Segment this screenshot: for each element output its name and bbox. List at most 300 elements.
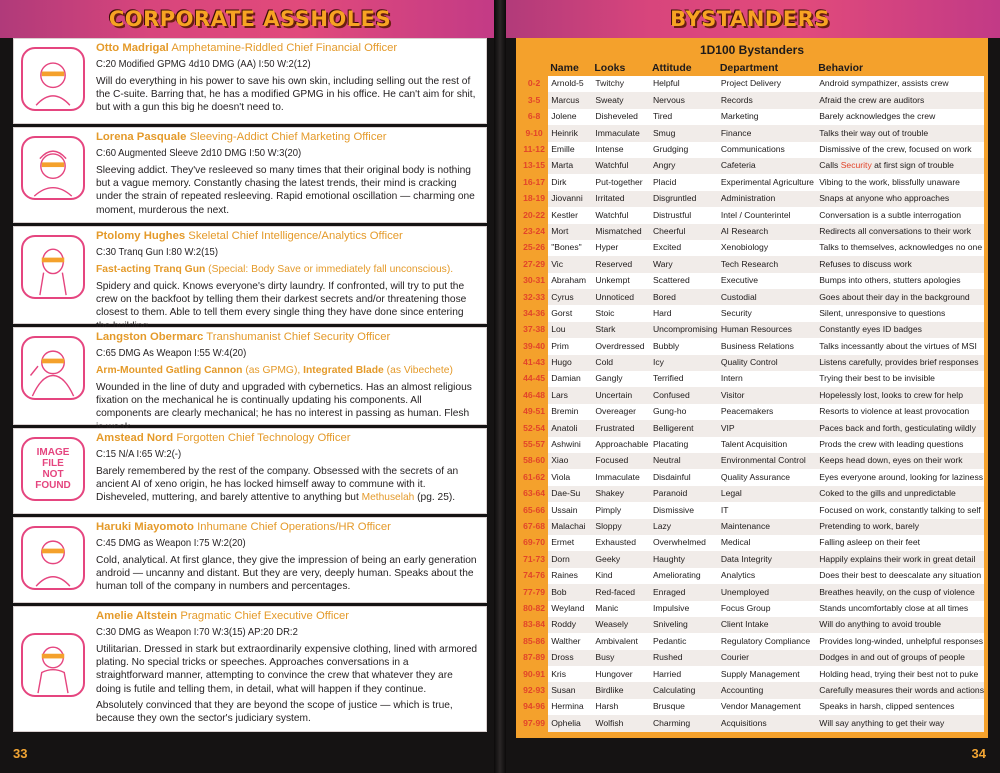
cell-looks: Frustrated (592, 420, 650, 436)
bystanders-table (520, 60, 984, 732)
character-name: Ptolomy Hughes (96, 230, 186, 242)
cell-department: VIP (718, 420, 816, 436)
character-portrait (21, 526, 85, 590)
cell-name: Bob (548, 584, 592, 600)
cell-behavior: Hopelessly lost, looks to crew for help (816, 387, 984, 403)
cell-department: Quality Control (718, 355, 816, 371)
cell-attitude: Pedantic (650, 633, 718, 649)
character-title: Inhumane Chief Operations/HR Officer (197, 521, 391, 533)
cell-department: Regulatory Compliance (718, 633, 816, 649)
character-description: Sleeving addict. They've resleeved so many times that their original body is nothing but a vague memory. Constantly chasing the latest trends, their mind is cracking under the strain of repeated resleeving. Rapid emotional oscillation — charming one moment, murderous the next. (96, 165, 475, 216)
character-card (13, 38, 487, 124)
table-row (520, 355, 984, 371)
cell-name: Roddy (548, 617, 592, 633)
cell-behavior: Focused on work, constantly talking to self (816, 502, 984, 518)
cell-department: Legal (718, 486, 816, 502)
cell-department: Accounting (718, 682, 816, 698)
cell-department: Security (718, 305, 816, 321)
cell-looks: Manic (592, 601, 650, 617)
cell-roll: 90-91 (520, 666, 548, 682)
cell-attitude: Scattered (650, 273, 718, 289)
placeholder-line: FOUND (35, 480, 71, 491)
cell-behavior: Stands uncomfortably close at all times (816, 601, 984, 617)
column-header-looks: Looks (594, 62, 626, 74)
column-header-department: Department (719, 62, 779, 74)
cell-looks: Immaculate (592, 125, 650, 141)
cell-behavior: Listens carefully, provides brief responses (816, 355, 984, 371)
cell-name: Ermet (548, 535, 592, 551)
table-row (520, 240, 984, 256)
cell-name: Jolene (548, 109, 592, 125)
cell-roll: 18-19 (520, 191, 548, 207)
character-portrait (21, 336, 85, 400)
cell-looks: Twitchy (592, 76, 650, 92)
cell-attitude: Excited (650, 240, 718, 256)
cell-name: Ashwini (548, 437, 592, 453)
cell-attitude: Wary (650, 256, 718, 272)
left-page-number: 33 (13, 746, 28, 761)
table-row (520, 273, 984, 289)
cell-attitude: Angry (650, 158, 718, 174)
character-stats: C:60 Augmented Sleeve 2d10 DMG I:50 W:3(20) (96, 148, 302, 159)
character-card (13, 428, 487, 514)
table-row (520, 322, 984, 338)
cell-behavior: Bumps into others, stutters apologies (816, 273, 984, 289)
weapon-note: (as GPMG), (245, 365, 301, 376)
cell-name: Dorn (548, 551, 592, 567)
cell-looks: Uncertain (592, 387, 650, 403)
cell-behavior: Goes about their day in the background (816, 289, 984, 305)
cell-roll: 44-45 (520, 371, 548, 387)
cell-attitude: Helpful (650, 76, 718, 92)
character-title: Pragmatic Chief Executive Officer (180, 610, 350, 622)
cell-name: Dirk (548, 174, 592, 190)
cell-looks: Red-faced (592, 584, 650, 600)
cell-behavior: Afraid the crew are auditors (816, 92, 984, 108)
cell-behavior: Talks their way out of trouble (816, 125, 984, 141)
cell-name: Dae-Su (548, 486, 592, 502)
cell-department: Acquisitions (718, 715, 816, 731)
cell-looks: Disheveled (592, 109, 650, 125)
character-name: Amstead Nord (96, 432, 174, 444)
table-row (520, 191, 984, 207)
character-stats: C:20 Modified GPMG 4d10 DMG (AA) I:50 W:2(12) (96, 59, 311, 70)
character-description: Spidery and quick. Knows everyone's dirty laundry. If confronted, will try to put the crew on the backfoot by telling them their darkest secrets and/or threatening those closest to them. Able to tell them every single thing they have done since entering (96, 281, 467, 319)
table-row (520, 601, 984, 617)
cell-roll: 20-22 (520, 207, 548, 223)
table-row (520, 682, 984, 698)
cell-looks: Mismatched (592, 224, 650, 240)
cell-behavior: Coked to the gills and unpredictable (816, 486, 984, 502)
table-row (520, 174, 984, 190)
cell-name: Raines (548, 568, 592, 584)
book-gutter (494, 0, 506, 773)
cell-attitude: Placid (650, 174, 718, 190)
cell-name: Susan (548, 682, 592, 698)
description-text: Barely remembered by the rest of the company. Obsessed with the secrets of an ancient AI of xeno origin, he has locked himself away to commune with it. Disheveled, muttering, and barely attentive to anything but (96, 466, 459, 504)
character-card (13, 606, 487, 732)
cell-behavior: Eyes everyone around, looking for laziness (816, 469, 984, 485)
cell-roll: 41-43 (520, 355, 548, 371)
cell-attitude: Grudging (650, 142, 718, 158)
cell-roll: 83-84 (520, 617, 548, 633)
cell-looks: Stark (592, 322, 650, 338)
table-row (520, 486, 984, 502)
cell-behavior: Pretending to work, barely (816, 519, 984, 535)
table-row (520, 371, 984, 387)
cell-department: Project Delivery (718, 76, 816, 92)
cell-looks: Irritated (592, 191, 650, 207)
cell-looks: Geeky (592, 551, 650, 567)
cell-looks: Hyper (592, 240, 650, 256)
cell-behavior: Falling asleep on their feet (816, 535, 984, 551)
character-name: Haruki Miayomoto (96, 521, 194, 533)
cell-department: Finance (718, 125, 816, 141)
cell-department: Environmental Control (718, 453, 816, 469)
character-description-2: Absolutely convinced that they are beyond the scope of justice — which is true, because they own the sector's judiciary system. (96, 699, 453, 725)
cell-name: Kestler (548, 207, 592, 223)
cell-name: Mort (548, 224, 592, 240)
cell-name: Marta (548, 158, 592, 174)
cell-roll: 27-29 (520, 256, 548, 272)
character-title: Transhumanist Chief Security Officer (206, 331, 391, 343)
cell-department: Courier (718, 650, 816, 666)
cell-name: Lars (548, 387, 592, 403)
cell-looks: Harsh (592, 699, 650, 715)
cell-looks: Busy (592, 650, 650, 666)
table-row (520, 453, 984, 469)
cell-name: Bremin (548, 404, 592, 420)
character-description (96, 465, 478, 505)
cell-attitude: Icy (650, 355, 718, 371)
cell-name: Weyland (548, 601, 592, 617)
cell-behavior: Talks incessantly about the virtues of MSI (816, 338, 984, 354)
cell-department: Experimental Agriculture (718, 174, 816, 190)
weapon-name: Arm-Mounted Gatling Cannon (96, 365, 243, 376)
cell-behavior: Talks to themselves, acknowledges no one (816, 240, 984, 256)
weapon-note-2: (as Vibechete) (386, 365, 453, 376)
cell-department: Peacemakers (718, 404, 816, 420)
cell-looks: Cold (592, 355, 650, 371)
table-row (520, 387, 984, 403)
character-card (13, 517, 487, 603)
cell-behavior: Will say anything to get their way (816, 715, 984, 731)
cell-department: Vendor Management (718, 699, 816, 715)
table-row (520, 633, 984, 649)
cell-looks: Hungover (592, 666, 650, 682)
cell-attitude: Disgruntled (650, 191, 718, 207)
character-portrait (21, 633, 85, 697)
character-stats: C:65 DMG As Weapon I:55 W:4(20) (96, 348, 247, 359)
character-stats: C:30 DMG as Weapon I:70 W:3(15) AP:20 DR:2 (96, 627, 298, 638)
cell-looks: Immaculate (592, 469, 650, 485)
cell-name: Ophelia (548, 715, 592, 731)
cell-department: Quality Assurance (718, 469, 816, 485)
cell-behavior: Vibing to the work, blissfully unaware (816, 174, 984, 190)
table-row (520, 404, 984, 420)
cell-behavior: Does their best to deescalate any situation (816, 568, 984, 584)
cell-roll: 23-24 (520, 224, 548, 240)
cell-roll: 77-79 (520, 584, 548, 600)
column-header-roll (520, 60, 548, 76)
cell-name: Viola (548, 469, 592, 485)
image-not-found-placeholder (21, 437, 85, 501)
table-row (520, 535, 984, 551)
cell-roll: 34-36 (520, 305, 548, 321)
cell-looks: Sloppy (592, 519, 650, 535)
cell-attitude: Placating (650, 437, 718, 453)
cell-roll: 30-31 (520, 273, 548, 289)
character-card (13, 327, 487, 425)
table-body (520, 76, 984, 732)
cell-name: Ussain (548, 502, 592, 518)
cell-roll: 39-40 (520, 338, 548, 354)
cell-looks: Exhausted (592, 535, 650, 551)
portrait-sketch-icon (23, 237, 83, 297)
cell-looks: Shakey (592, 486, 650, 502)
cell-department: Executive (718, 273, 816, 289)
cell-name: Heinrik (548, 125, 592, 141)
table-row (520, 650, 984, 666)
cell-behavior: Conversation is a subtle interrogation (816, 207, 984, 223)
cell-roll: 87-89 (520, 650, 548, 666)
character-card (13, 226, 487, 324)
cell-attitude: Brusque (650, 699, 718, 715)
cell-behavior: Breathes heavily, on the cusp of violence (816, 584, 984, 600)
cell-roll: 49-51 (520, 404, 548, 420)
cell-department: Custodial (718, 289, 816, 305)
cell-name: Damian (548, 371, 592, 387)
cell-name: Jiovanni (548, 191, 592, 207)
cell-attitude: Harried (650, 666, 718, 682)
cell-roll: 65-66 (520, 502, 548, 518)
cell-attitude: Rushed (650, 650, 718, 666)
cell-name: Anatoli (548, 420, 592, 436)
cell-behavior: Trying their best to be invisible (816, 371, 984, 387)
cell-name: Cyrus (548, 289, 592, 305)
cell-behavior: Redirects all conversations to their work (816, 224, 984, 240)
cell-attitude: Nervous (650, 92, 718, 108)
character-title: Amphetamine-Riddled Chief Financial Officer (171, 42, 398, 54)
table-row (520, 715, 984, 731)
cell-behavior: Dismissive of the crew, focused on work (816, 142, 984, 158)
left-page-heading: CORPORATE ASSHOLES (108, 7, 392, 31)
table-row (520, 158, 984, 174)
cell-looks: Approachable (592, 437, 650, 453)
cell-department: Communications (718, 142, 816, 158)
cell-looks: Gangly (592, 371, 650, 387)
cell-behavior: Keeps head down, eyes on their work (816, 453, 984, 469)
cell-attitude: Charming (650, 715, 718, 731)
character-stats: C:15 N/A I:65 W:2(-) (96, 449, 182, 460)
table-row (520, 338, 984, 354)
cell-looks: Watchful (592, 158, 650, 174)
cell-behavior: Android sympathizer, assists crew (816, 76, 984, 92)
cell-behavior: Constantly eyes ID badges (816, 322, 984, 338)
cell-name: Hermina (548, 699, 592, 715)
table-row (520, 519, 984, 535)
cell-looks: Watchful (592, 207, 650, 223)
cell-name: Abraham (548, 273, 592, 289)
security-keyword: Security (840, 160, 872, 171)
character-list (13, 38, 487, 735)
character-name: Amelie Altstein (96, 610, 178, 622)
cell-behavior: Holding head, trying their best not to puke (816, 666, 984, 682)
table-row (520, 666, 984, 682)
cell-attitude: Dismissive (650, 502, 718, 518)
description-tail: (pg. 25). (417, 492, 456, 504)
cell-behavior: Provides long-winded, unhelpful responses (816, 633, 984, 649)
character-portrait (21, 235, 85, 299)
character-portrait (21, 136, 85, 200)
cell-name: Marcus (548, 92, 592, 108)
table-row (520, 437, 984, 453)
cell-behavior: Refuses to discuss work (816, 256, 984, 272)
cell-attitude: Haughty (650, 551, 718, 567)
cell-attitude: Hard (650, 305, 718, 321)
character-stats: C:45 DMG as Weapon I:75 W:2(20) (96, 538, 246, 549)
cell-roll: 69-70 (520, 535, 548, 551)
cell-behavior: Paces back and forth, gesticulating wildly (816, 420, 984, 436)
cell-attitude: Disdainful (650, 469, 718, 485)
character-card (13, 127, 487, 223)
cell-behavior: Barely acknowledges the crew (816, 109, 984, 125)
cell-attitude: Overwhelmed (650, 535, 718, 551)
portrait-sketch-icon (23, 138, 83, 198)
cell-looks: Pimply (592, 502, 650, 518)
cell-attitude: Sniveling (650, 617, 718, 633)
cell-behavior: Calls Security at first sign of trouble (816, 158, 984, 174)
cell-looks: Intense (592, 142, 650, 158)
cell-roll: 3-5 (520, 92, 548, 108)
cell-roll: 61-62 (520, 469, 548, 485)
cell-name: Dross (548, 650, 592, 666)
table-title: 1D100 Bystanders (699, 43, 805, 57)
column-header-behavior: Behavior (818, 62, 864, 74)
cell-attitude: Terrified (650, 371, 718, 387)
table-row (520, 568, 984, 584)
cell-name: Gorst (548, 305, 592, 321)
cell-department: Visitor (718, 387, 816, 403)
cell-roll: 85-86 (520, 633, 548, 649)
cell-looks: Ambivalent (592, 633, 650, 649)
cell-attitude: Smug (650, 125, 718, 141)
weapon-name: Fast-acting Tranq Gun (96, 264, 206, 275)
cell-roll: 13-15 (520, 158, 548, 174)
cell-name: Xiao (548, 453, 592, 469)
cell-looks: Kind (592, 568, 650, 584)
cell-roll: 25-26 (520, 240, 548, 256)
column-header-name: Name (550, 62, 579, 74)
cell-name: Arnold-5 (548, 76, 592, 92)
cell-department: Intel / Counterintel (718, 207, 816, 223)
cell-behavior: Resorts to violence at least provocation (816, 404, 984, 420)
cell-department: Cafeteria (718, 158, 816, 174)
cell-attitude: Lazy (650, 519, 718, 535)
cell-attitude: Uncompromising (650, 322, 718, 338)
cell-roll: 92-93 (520, 682, 548, 698)
table-row (520, 584, 984, 600)
placeholder-line: NOT (42, 469, 64, 480)
cell-attitude: Ameliorating (650, 568, 718, 584)
character-description: Will do everything in his power to save his own skin, including selling out the rest of the C-suite. Barring that, he has a modified GPMG in his office. He can't aim for shit, but with a gun this big he doesn't need to. (96, 76, 476, 114)
cell-behavior: Will do anything to avoid trouble (816, 617, 984, 633)
cell-looks: Unkempt (592, 273, 650, 289)
cell-department: Marketing (718, 109, 816, 125)
cell-name: Hugo (548, 355, 592, 371)
character-name: Lorena Pasquale (96, 131, 187, 143)
cell-attitude: Belligerent (650, 420, 718, 436)
table-row (520, 207, 984, 223)
cell-behavior: Speaks in harsh, clipped sentences (816, 699, 984, 715)
cell-roll: 46-48 (520, 387, 548, 403)
character-title: Skeletal Chief Intelligence/Analytics Officer (188, 230, 403, 242)
cell-department: Supply Management (718, 666, 816, 682)
weapon-note: (Special: Body Save or immediately fall unconscious). (208, 264, 454, 275)
cell-department: Analytics (718, 568, 816, 584)
character-stats: C:30 Tranq Gun I:80 W:2(15) (96, 247, 218, 258)
cell-name: Vic (548, 256, 592, 272)
bystanders-table-panel (516, 38, 988, 738)
cell-behavior: Carefully measures their words and actions (816, 682, 984, 698)
table-row (520, 76, 984, 92)
cell-roll: 11-12 (520, 142, 548, 158)
cell-roll: 0-2 (520, 76, 548, 92)
cell-behavior: Dodges in and out of groups of people (816, 650, 984, 666)
cell-roll: 71-73 (520, 551, 548, 567)
character-title: Sleeving-Addict Chief Marketing Officer (189, 131, 387, 143)
character-description: Wounded in the line of duty and upgraded with cybernetics. Has an almost religious fixation on the mechanical he is continually updating his components. All components are clearly mechanical; he has no interest in passing as human. Flesh (96, 382, 472, 420)
cell-looks: Wolfish (592, 715, 650, 731)
cell-name: Kris (548, 666, 592, 682)
cell-department: Focus Group (718, 601, 816, 617)
table-row (520, 305, 984, 321)
character-title: Forgotten Chief Technology Officer (176, 432, 351, 444)
cell-roll: 94-96 (520, 699, 548, 715)
placeholder-line: IMAGE (36, 447, 70, 458)
methuselah-reference-link[interactable]: Methuselah (361, 492, 415, 504)
cell-behavior: Prods the crew with leading questions (816, 437, 984, 453)
cell-department: Tech Research (718, 256, 816, 272)
table-header-row (520, 60, 984, 76)
cell-department: Business Relations (718, 338, 816, 354)
cell-attitude: Cheerful (650, 224, 718, 240)
cell-attitude: Confused (650, 387, 718, 403)
cell-attitude: Tired (650, 109, 718, 125)
table-row (520, 617, 984, 633)
cell-roll: 9-10 (520, 125, 548, 141)
placeholder-line: FILE (42, 458, 64, 469)
cell-looks: Birdlike (592, 682, 650, 698)
cell-roll: 52-54 (520, 420, 548, 436)
cell-attitude: Bored (650, 289, 718, 305)
cell-attitude: Gung-ho (650, 404, 718, 420)
cell-name: Prim (548, 338, 592, 354)
cell-department: AI Research (718, 224, 816, 240)
cell-department: Client Intake (718, 617, 816, 633)
character-name: Langston Obermarc (96, 331, 204, 343)
cell-department: Maintenance (718, 519, 816, 535)
cell-department: Records (718, 92, 816, 108)
portrait-sketch-icon (23, 528, 83, 588)
cell-looks: Focused (592, 453, 650, 469)
cell-looks: Stoic (592, 305, 650, 321)
cell-looks: Put-together (592, 174, 650, 190)
cell-attitude: Distrustful (650, 207, 718, 223)
table-row (520, 92, 984, 108)
cell-behavior: Silent, unresponsive to questions (816, 305, 984, 321)
table-row (520, 109, 984, 125)
